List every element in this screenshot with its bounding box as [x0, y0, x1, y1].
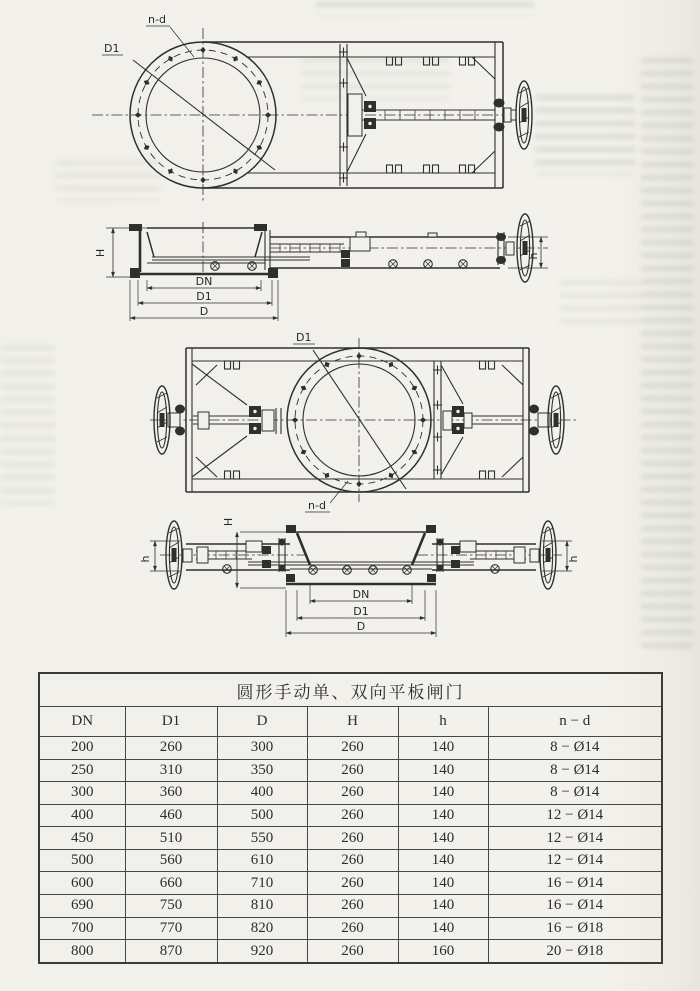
handwheel: [516, 81, 532, 149]
table-cell: 800: [39, 940, 125, 963]
table-cell: 350: [217, 759, 307, 782]
table-cell: 12 − Ø14: [488, 827, 662, 850]
drawing-single-section-view: [94, 214, 548, 321]
table-cell: 160: [398, 940, 488, 963]
table-cell: 660: [125, 872, 217, 895]
drawing-double-section-view: [139, 518, 580, 637]
table-cell: 260: [307, 804, 398, 827]
table-cell: 140: [398, 782, 488, 805]
table-cell: 260: [125, 737, 217, 760]
table-cell: 16 − Ø14: [488, 872, 662, 895]
gland-bolt: [494, 123, 505, 132]
table-cell: 810: [217, 895, 307, 918]
table-cell: 300: [217, 737, 307, 760]
table-cell: 16 − Ø14: [488, 895, 662, 918]
table-cell: 750: [125, 895, 217, 918]
table-cell: 820: [217, 917, 307, 940]
dim-label-d1: D1: [104, 42, 120, 55]
table-row: [39, 895, 662, 918]
table-cell: 20 − Ø18: [488, 940, 662, 963]
table-row: [39, 872, 662, 895]
dim-label-nd: n-d: [148, 13, 166, 26]
spec-table-container: [38, 672, 661, 964]
table-row: [39, 917, 662, 940]
table-cell: 310: [125, 759, 217, 782]
column-header: D1: [125, 707, 217, 737]
table-cell: 140: [398, 804, 488, 827]
table-cell: 560: [125, 849, 217, 872]
table-cell: 200: [39, 737, 125, 760]
table-cell: 260: [307, 872, 398, 895]
table-cell: 260: [307, 849, 398, 872]
column-header: DN: [39, 707, 125, 737]
dim-label-d1: D1: [353, 605, 369, 618]
table-cell: 770: [125, 917, 217, 940]
table-cell: 12 − Ø14: [488, 849, 662, 872]
table-row: [39, 849, 662, 872]
table-row: [39, 737, 662, 760]
table-title-row: [39, 673, 662, 707]
drawing-single-front-view: [92, 13, 532, 202]
table-row: [39, 827, 662, 850]
table-cell: 260: [307, 759, 398, 782]
drawing-double-front-view: [150, 331, 578, 512]
table-cell: 700: [39, 917, 125, 940]
dim-label-h: h: [527, 252, 540, 260]
dim-label-H: H: [94, 248, 107, 258]
table-cell: 920: [217, 940, 307, 963]
table-cell: 690: [39, 895, 125, 918]
table-cell: 140: [398, 895, 488, 918]
table-cell: 8 − Ø14: [488, 737, 662, 760]
dim-label-d: D: [356, 620, 366, 633]
table-cell: 510: [125, 827, 217, 850]
table-cell: 600: [39, 872, 125, 895]
dim-label-nd: n-d: [308, 499, 326, 512]
table-cell: 8 − Ø14: [488, 759, 662, 782]
dim-label-d1: D1: [196, 290, 212, 303]
column-header: h: [398, 707, 488, 737]
table-cell: 140: [398, 872, 488, 895]
dim-label-H: H: [222, 517, 235, 527]
table-cell: 260: [307, 782, 398, 805]
table-cell: 8 − Ø14: [488, 782, 662, 805]
column-header: H: [307, 707, 398, 737]
table-cell: 400: [217, 782, 307, 805]
table-row: [39, 804, 662, 827]
table-cell: 260: [307, 737, 398, 760]
table-cell: 500: [217, 804, 307, 827]
table-cell: 140: [398, 827, 488, 850]
dim-label-d: D: [199, 305, 209, 318]
dim-label-h: h: [567, 555, 580, 563]
table-cell: 140: [398, 917, 488, 940]
table-cell: 460: [125, 804, 217, 827]
table-cell: 140: [398, 759, 488, 782]
table-title: 圆形手动单、双向平板闸门: [39, 673, 662, 707]
column-header: n − d: [488, 707, 662, 737]
column-header: D: [217, 707, 307, 737]
table-cell: 500: [39, 849, 125, 872]
table-cell: 360: [125, 782, 217, 805]
table-cell: 140: [398, 849, 488, 872]
table-cell: 450: [39, 827, 125, 850]
table-cell: 870: [125, 940, 217, 963]
table-cell: 140: [398, 737, 488, 760]
corner-gussets: [196, 365, 523, 477]
table-cell: 400: [39, 804, 125, 827]
spec-table: [38, 672, 663, 964]
table-cell: 300: [39, 782, 125, 805]
table-cell: 260: [307, 940, 398, 963]
table-cell: 16 − Ø18: [488, 917, 662, 940]
table-cell: 12 − Ø14: [488, 804, 662, 827]
table-row: [39, 940, 662, 963]
diameter-line: [313, 350, 406, 489]
table-cell: 260: [307, 827, 398, 850]
dim-label-dn: DN: [352, 588, 370, 601]
dim-label-h: h: [139, 555, 152, 563]
table-body: [39, 737, 662, 964]
table-cell: 260: [307, 895, 398, 918]
table-cell: 610: [217, 849, 307, 872]
gate-plate: [152, 257, 310, 260]
table-header-row: [39, 707, 662, 737]
nut-housing: [348, 94, 362, 136]
centerlines: [92, 28, 512, 202]
hopper-walls: [297, 533, 425, 565]
gland-bolt: [494, 99, 505, 108]
table-row: [39, 759, 662, 782]
dim-label-d1: D1: [296, 331, 312, 344]
table-cell: 710: [217, 872, 307, 895]
table-cell: 250: [39, 759, 125, 782]
table-cell: 550: [217, 827, 307, 850]
table-cell: 260: [307, 917, 398, 940]
dim-label-dn: DN: [195, 275, 213, 288]
table-row: [39, 782, 662, 805]
